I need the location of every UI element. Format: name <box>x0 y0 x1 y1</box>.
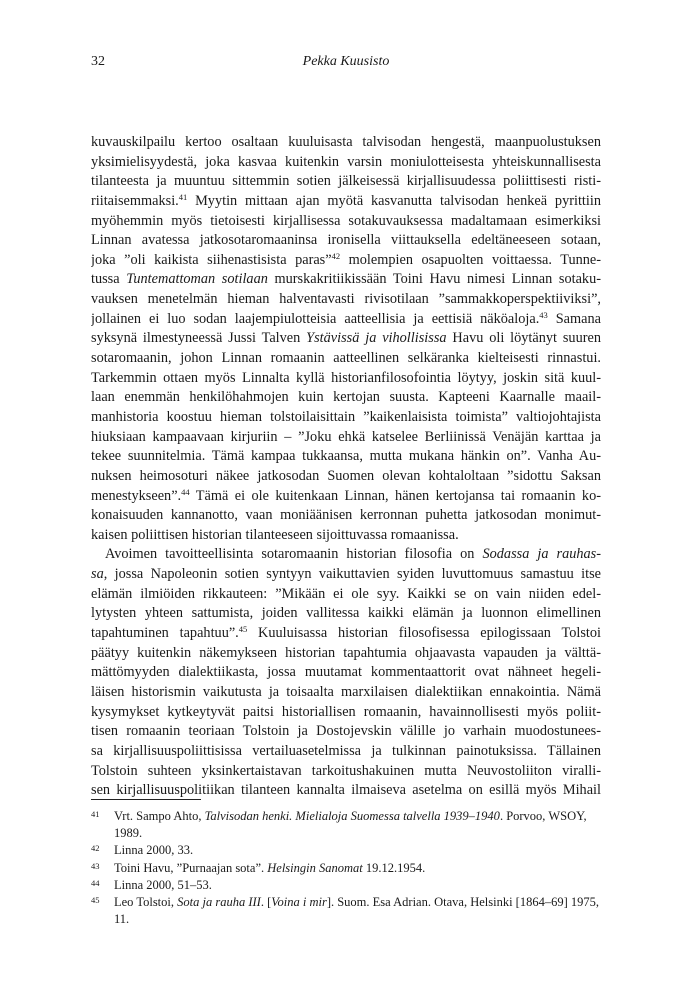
text-run: kuvauskilpailu kertoo osaltaan kuuluisasta talvisodan hengestä, maanpuolustuksen <box>91 134 601 150</box>
text-run: konaisuuden kannanotto, vaan moniäänisen kerronnan puhetta jatkosodan monimut- <box>91 507 601 524</box>
text-line <box>91 447 601 467</box>
text-run: tilanteesta ja muuntuu sittemmin sotien jälkeisessä kirjallisuudessa poliittisesti risti- <box>91 173 601 190</box>
page-number: 32 <box>91 54 105 69</box>
text-line <box>91 467 601 487</box>
text-line <box>91 172 601 192</box>
text-run: 19.12.1954. <box>362 860 426 875</box>
text-run: . Porvoo, WSOY, 1989. <box>114 809 587 841</box>
text-run: yksimielisyydestä, joka kasvaa kuitenkin varsin moniulotteisesta yhteiskunnallisesta <box>91 153 601 170</box>
text-line <box>91 585 601 605</box>
footnote-item <box>91 808 601 842</box>
text-run: päätyy kuitenkin näkemykseen historian tapahtumia ohjaavasta vapauden ja välttä- <box>91 644 601 661</box>
italic-title: Tuntemattoman sotilaan <box>126 271 268 288</box>
text-line <box>91 310 601 330</box>
text-run: Tämä ei ole kuitenkaan Linnan, hänen kertojansa tai romaanin ko- <box>189 487 601 504</box>
footnote-number: 43 <box>91 860 100 871</box>
text-run: tussa <box>91 271 127 288</box>
page-header <box>91 54 601 74</box>
main-text <box>91 133 601 801</box>
text-run: syksynä ilmestyneessä Jussi Talven <box>91 330 307 347</box>
text-run: sen kirjallisuuspolitiikan tilanteen kannalta ilmaiseva asetelma on esillä myös Mihail <box>91 782 601 799</box>
text-line <box>91 408 601 428</box>
text-line <box>91 604 601 624</box>
text-run: nuksen heimosoturi näkee jatkosodan Suomen olevan kohtaloltaan ”sidottu Saksan <box>91 467 601 484</box>
text-run: mättömyyden dialektiikasta, jossa muutamat kommentaattorit ovat nähneet hegeli- <box>91 664 601 681</box>
footnote-ref: 44 <box>181 486 190 497</box>
text-line <box>91 290 601 310</box>
text-run: murskakritiikissään Toini Havu nimesi Linnan sotaku- <box>267 271 601 288</box>
text-run: elämän ilmiöiden rikkauteen: ”Mikään ei ole syy. Kaikki se on vain niiden edel- <box>91 585 601 602</box>
text-run: tekee suunnitelmia. Tämä kampaa tukkaansa, mutta mukana hänkin on”. Vanha Au- <box>91 448 601 465</box>
italic-title: sa <box>91 566 104 583</box>
italic-title: Sota ja rauha III <box>177 895 261 910</box>
footnote-item <box>91 877 601 894</box>
text-run: laan enemmän henkilöhahmojen kuin kertojan suusta. Kapteeni Kaarnalle maail- <box>91 389 601 406</box>
text-line <box>91 762 601 782</box>
text-run: jollainen ei luo sodan laajempiulotteisia aatteellisia ja eettisiä näköaloja. <box>91 310 540 327</box>
text-run: sa kirjallisuuspoliittisissa vertailuasetelmissa ja tulkinnan painotuksissa. Tällainen <box>91 742 601 759</box>
text-line <box>91 212 601 232</box>
text-line <box>91 644 601 664</box>
text-run: kysymykset kytkeytyvät paitsi historiallisen romaanin, havainnollisesti myös poliit- <box>91 703 601 720</box>
text-run: ]. Suom. Esa Adrian. Otava, Helsinki [1864–69] 1975, 11. <box>114 895 599 927</box>
text-line <box>91 703 601 723</box>
text-line <box>91 487 601 507</box>
text-run: molempien osapuolten voittaessa. Tunne- <box>340 251 601 268</box>
italic-title: Talvisodan henki. Mielialoja Suomessa talvella 1939–1940 <box>204 809 500 823</box>
italic-title: Ystävissä ja vihollisissa <box>306 330 447 347</box>
text-line <box>91 192 601 212</box>
text-run: Havu oli löytänyt suuren <box>446 330 601 347</box>
text-run: läisen historismin vaikutusta ja toisaalta marxilaisen dialektiikan ennakointia. Nämä <box>91 683 601 700</box>
text-run: Vrt. Sampo Ahto, <box>114 809 205 823</box>
footnote-number: 45 <box>91 895 100 906</box>
text-line <box>91 526 601 546</box>
text-run: Tolstoin suhteen yksinkertaistavan tarkoitushakuinen mutta Neuvostoliiton viralli- <box>91 762 601 779</box>
text-run: Linnan avatessa jatkosotaromaaninsa ironisella viittauksella edeltäneeseen sotaan, <box>91 232 601 249</box>
text-run: lytysten yhteen sattumista, joiden vallitessa kaikki elämän ja luonnon elimellinen <box>91 605 601 622</box>
text-line <box>91 742 601 762</box>
running-head-author: Pekka Kuusisto <box>302 54 390 69</box>
text-line <box>91 153 601 173</box>
text-line <box>91 388 601 408</box>
text-run: , jossa Napoleonin sotien syntyyn vaikuttavien syiden luvuttomuus samastuu itse <box>103 566 601 583</box>
text-line <box>91 231 601 251</box>
footnote-item <box>91 894 601 928</box>
footnote-number: 41 <box>91 809 100 819</box>
text-run: riitaisemmaksi. <box>91 192 179 209</box>
italic-title: Sodassa ja rauhas- <box>482 546 601 563</box>
text-line <box>91 369 601 389</box>
text-line <box>91 781 601 801</box>
footnote-ref: 43 <box>539 309 548 320</box>
footnote-ref: 41 <box>178 191 188 202</box>
text-run: . [ <box>260 895 272 910</box>
text-run: Leo Tolstoi, <box>114 895 178 910</box>
text-run: hiuksiaan kampaavaan kirjuriin – ”Joku ehkä katselee Berliinissä Venäjän karttaa ja <box>91 428 601 445</box>
text-line <box>91 545 601 565</box>
footnote-item <box>91 842 601 859</box>
text-run: manhistoria koostuu hieman tolstoilaisittain ”kaikenlaisista toimista” valtiojohtajista <box>91 408 601 425</box>
footnote-separator <box>91 799 201 800</box>
footnote-number: 44 <box>91 877 100 888</box>
text-run: Myytin mittaan ajan myötä kasvanutta talvisodan henkeä pyrittiin <box>187 192 601 209</box>
text-line <box>91 270 601 290</box>
text-line <box>91 506 601 526</box>
text-run: Toini Havu, ”Purnaajan sota”. <box>114 860 268 875</box>
text-line <box>91 251 601 271</box>
text-run: Linna 2000, 51–53. <box>114 877 212 892</box>
footnote-ref: 42 <box>331 250 341 261</box>
text-run: menestykseen”. <box>91 487 182 504</box>
text-run: joka ”oli kaikista siihenastisista paras” <box>91 251 332 268</box>
text-line <box>91 683 601 703</box>
text-run: tapahtuminen tapahtuu”. <box>91 625 239 642</box>
text-run: sotaromaanin, johon Linnan romaanin aatteellinen selkäranka kielteisesti rinnastui. <box>91 350 601 367</box>
italic-title: Helsingin Sanomat <box>267 860 363 875</box>
footnote-item <box>91 860 601 877</box>
text-line <box>91 722 601 742</box>
text-line <box>91 428 601 448</box>
footnote-ref: 45 <box>238 624 248 635</box>
text-run: vauksen menetelmän hieman halventavasti rivisotilaan ”sammakkoperspektiiviksi”, <box>91 291 601 308</box>
text-run: kaisen poliittisen historian tilanteeseen sijoittuvassa romaanissa. <box>91 526 459 543</box>
text-run: tisen romaanin teoriaan Tolstoin ja Dostojevskin välille jo varhain muodostunees- <box>91 723 601 740</box>
text-line <box>91 624 601 644</box>
text-line <box>91 329 601 349</box>
text-line <box>91 663 601 683</box>
text-line <box>91 349 601 369</box>
italic-title: Voina i mir <box>271 895 327 910</box>
footnotes <box>91 808 601 928</box>
text-run: Tarkemmin ottaen myös Linnalta kyllä historianfilosofointia löytyy, joskin sitä kuul- <box>91 369 601 386</box>
text-run: myöhemmin myös tietoisesti kirjallisessa sotakuvauksessa madaltamaan esimerkiksi <box>91 212 601 229</box>
text-run: Avoimen tavoitteellisinta sotaromaanin historian filosofia on <box>105 546 483 563</box>
text-run: Kuuluisassa historian filosofisessa epilogissaan Tolstoi <box>247 625 601 642</box>
text-line <box>91 565 601 585</box>
footnote-number: 42 <box>91 843 100 854</box>
text-run: Samana <box>547 310 601 327</box>
text-run: Linna 2000, 33. <box>114 843 194 858</box>
text-line <box>91 133 601 153</box>
